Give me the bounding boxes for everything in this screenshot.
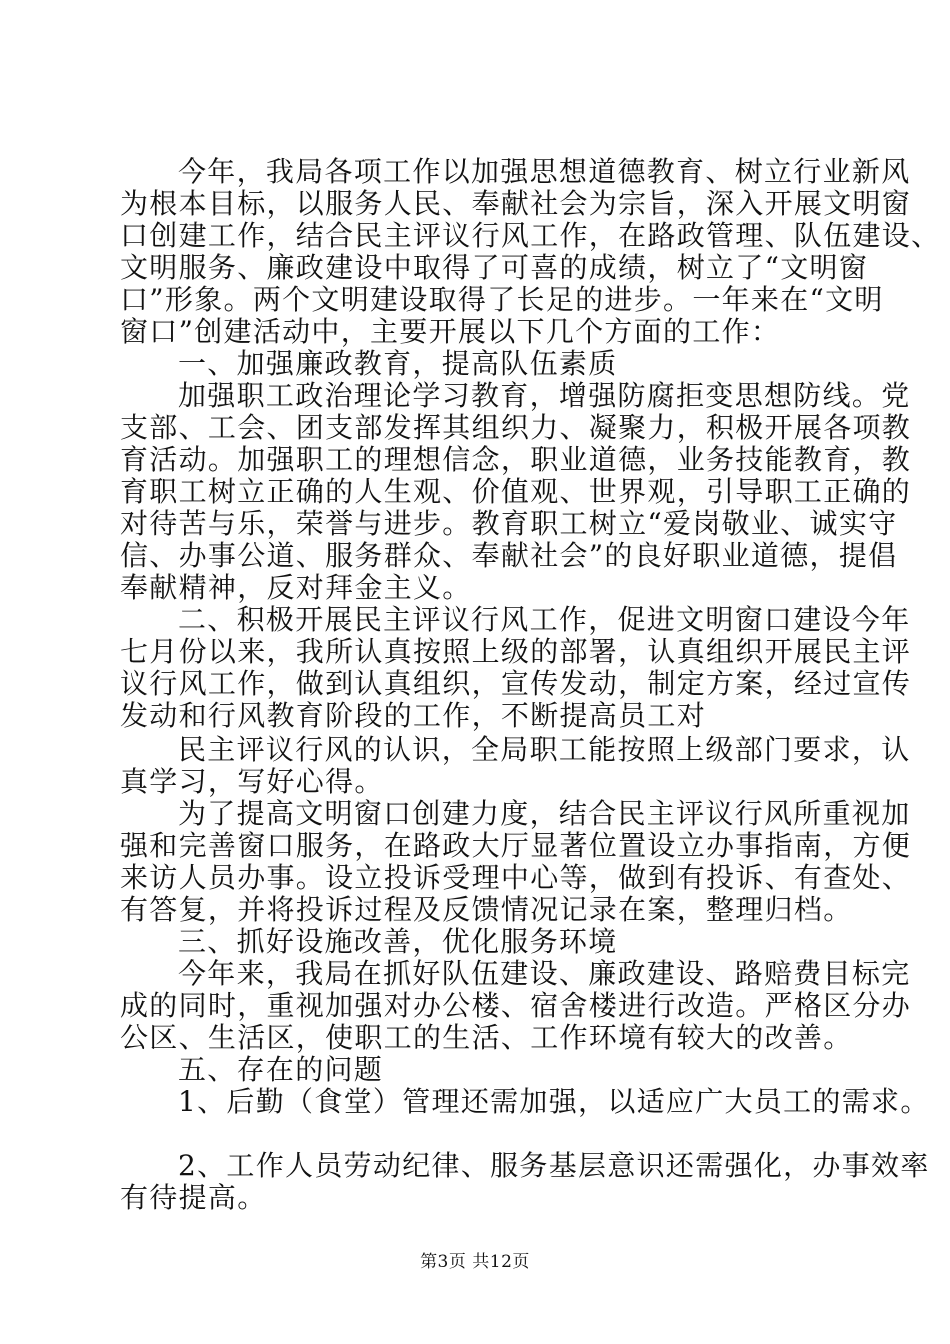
text-line: 有答复，并将投诉过程及反馈情况记录在案，整理归档。 xyxy=(120,893,853,926)
text-line: 有待提高。 xyxy=(120,1181,267,1214)
section-heading: 一、加强廉政教育，提高队伍素质 xyxy=(178,347,618,380)
text-line: 口”形象。两个文明建设取得了长足的进步。一年来在“文明 xyxy=(120,283,884,316)
text-line: 为根本目标，以服务人民、奉献社会为宗旨，深入开展文明窗 xyxy=(120,187,912,220)
text-line: 对待苦与乐，荣誉与进步。教育职工树立“爱岗敬业、诚实守 xyxy=(120,507,898,540)
text-line: 公区、生活区，使职工的生活、工作环境有较大的改善。 xyxy=(120,1021,853,1054)
text-line: 今年，我局各项工作以加强思想道德教育、树立行业新风 xyxy=(178,155,911,188)
text-line: 民主评议行风的认识，全局职工能按照上级部门要求，认 xyxy=(178,733,911,766)
text-line: 议行风工作，做到认真组织，宣传发动，制定方案，经过宣传 xyxy=(120,667,912,700)
section-heading: 二、积极开展民主评议行风工作，促进文明窗口建设今年 xyxy=(178,603,911,636)
text-line: 育职工树立正确的人生观、价值观、世界观，引导职工正确的 xyxy=(120,475,912,508)
list-item: 1、后勤（食堂）管理还需加强，以适应广大员工的需求。 xyxy=(178,1085,930,1118)
text-line: 信、办事公道、服务群众、奉献社会”的良好职业道德，提倡 xyxy=(120,539,898,572)
list-item: 2、工作人员劳动纪律、服务基层意识还需强化，办事效率 xyxy=(178,1149,930,1182)
text-line: 文明服务、廉政建设中取得了可喜的成绩，树立了“文明窗 xyxy=(120,251,869,284)
text-line: 支部、工会、团支部发挥其组织力、凝聚力，积极开展各项教 xyxy=(120,411,912,444)
section-heading: 五、存在的问题 xyxy=(178,1053,384,1086)
text-line: 为了提高文明窗口创建力度，结合民主评议行风所重视加 xyxy=(178,797,911,830)
page-number: 第3页 共12页 xyxy=(420,1252,530,1272)
text-line: 七月份以来，我所认真按照上级的部署，认真组织开展民主评 xyxy=(120,635,912,668)
text-line: 口创建工作，结合民主评议行风工作，在路政管理、队伍建设、 xyxy=(120,219,941,252)
section-heading: 三、抓好设施改善，优化服务环境 xyxy=(178,925,618,958)
text-line: 窗口”创建活动中，主要开展以下几个方面的工作： xyxy=(120,315,781,348)
text-line: 奉献精神，反对拜金主义。 xyxy=(120,571,472,604)
text-line: 真学习，写好心得。 xyxy=(120,765,384,798)
text-line: 来访人员办事。设立投诉受理中心等，做到有投诉、有查处、 xyxy=(120,861,912,894)
text-line: 发动和行风教育阶段的工作，不断提高员工对 xyxy=(120,699,707,732)
text-line: 强和完善窗口服务，在路政大厅显著位置设立办事指南，方便 xyxy=(120,829,912,862)
text-line: 加强职工政治理论学习教育，增强防腐拒变思想防线。党 xyxy=(178,379,911,412)
text-line: 成的同时，重视加强对办公楼、宿舍楼进行改造。严格区分办 xyxy=(120,989,912,1022)
text-line: 今年来，我局在抓好队伍建设、廉政建设、路赔费目标完 xyxy=(178,957,911,990)
text-line: 育活动。加强职工的理想信念，职业道德，业务技能教育，教 xyxy=(120,443,912,476)
